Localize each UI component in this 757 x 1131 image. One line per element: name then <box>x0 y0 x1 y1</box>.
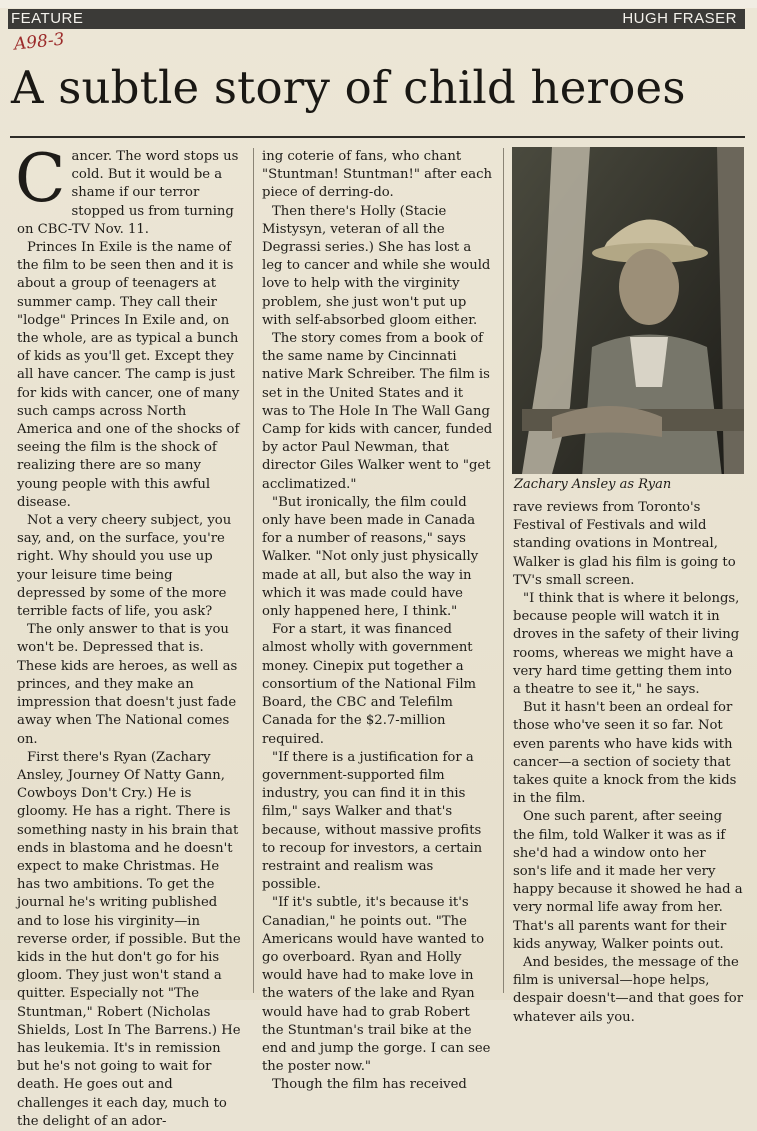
byline: HUGH FRASER <box>622 10 737 27</box>
paragraph: "I think that is where it belongs, because people will watch it in droves in the safety of their living rooms, whereas we might have a very hard time getting them into a theatre to see it," he says. <box>513 591 740 698</box>
paragraph: And besides, the message of the film is universal—hope helps, despair doesn't—and that goes for whatever ails you. <box>513 955 743 1025</box>
article-column-3 <box>513 499 743 1027</box>
paragraph: First there's Ryan (Zachary Ansley, Journey Of Natty Gann, Cowboys Don't Cry.) He is gloomy. He has a right. There is something nasty in his brain that ends in blastoma and he doesn't expect to make Christmas. He has two ambitions. To get the journal he's writing published and to lose his virginity—in reverse order, if possible. But the kids in the hut don't go for his gloom. They just won't stand a quitter. Especially not "The Stuntman," Robert (Nicholas Shields, Lost In The Barrens.) He has leukemia. It's in remission but he's not going to wait for death. He goes out and challenges it each day, much to the delight of an ador- <box>17 749 241 1129</box>
paragraph: Though the film has received <box>272 1077 467 1093</box>
article-column-1 <box>15 140 245 1131</box>
paragraph: Not a very cheery subject, you say, and, on the surface, you're right. Why should you use up your leisure time being depressed by some of the more terrible facts of life, you ask? <box>17 513 232 620</box>
paragraph: "If it's subtle, it's because it's Canadian," he points out. "The Americans would have wanted to go overboard. Ryan and Holly would have had to make love in the waters of the lake and Ryan would have had to grab Robert the Stuntman's trail bike at the end and jump the gorge. I can see the poster now." <box>262 895 491 1075</box>
headline: A subtle story of child heroes <box>11 61 686 114</box>
paragraph: One such parent, after seeing the film, told Walker it was as if she'd had a window onto her son's life and it made her very happy because it showed he had a very normal life away from her. That's all parents want for their kids anyway, Walker points out. <box>513 809 743 952</box>
column-divider <box>503 148 504 993</box>
section-header-bar <box>8 9 745 29</box>
paragraph: "If there is a justification for a government-supported film industry, you can find it in this film," says Walker and that's because, without massive profits to recoup for investors, a certain restraint and realism was possible. <box>262 749 483 893</box>
drop-cap: C <box>15 140 66 217</box>
paragraph: Princes In Exile is the name of the film to be seen then and it is about a group of teenagers at summer camp. They call their "lodge" Princes In Exile and, on the whole, are as typical a bunch of kids as you'll get. Except they all have cancer. The camp is just for kids with cancer, one of many such camps across North America and one of the shocks of seeing the film is the shock of realizing there are so many young people with this awful disease. <box>17 240 240 510</box>
paragraph-text: ancer. The word stops us cold. But it would be a shame if our terror stopped us from turning on CBC-TV Nov. 11. <box>17 149 239 237</box>
paragraph: Then there's Holly (Stacie Mistysyn, veteran of all the Degrassi series.) She has lost a leg to cancer and while she would love to help with the virginity problem, she just won't put up with self-absorbed gloom either. <box>262 203 491 328</box>
paragraph: rave reviews from Toronto's Festival of Festivals and wild standing ovations in Montreal, Walker is glad his film is going to TV's small screen. <box>513 500 736 588</box>
paragraph <box>15 140 245 239</box>
article-column-2 <box>262 148 493 1095</box>
section-label: FEATURE <box>11 10 84 27</box>
headline-rule <box>10 136 745 138</box>
paragraph: The only answer to that is you won't be. Depressed that is. These kids are heroes, as well as princes, and they make an impression that doesn't just fade away when The National comes on. <box>17 622 238 747</box>
column-divider <box>253 148 254 993</box>
handwritten-note: A98-3 <box>13 29 66 55</box>
paragraph: For a start, it was financed almost wholly with government money. Cinepix put together a consortium of the National Film Board, the CBC and Telefilm Canada for the $2.7-million required. <box>262 622 477 747</box>
paragraph: "But ironically, the film could only have been made in Canada for a number of reasons," says Walker. "Not only just physically made at all, but also the way in which it was made could have only happened here, I think." <box>262 494 479 620</box>
torn-top-strip <box>0 0 757 8</box>
paragraph: The story comes from a book of the same name by Cincinnati native Mark Schreiber. The film is set in the United States and it was to The Hole In The Wall Gang Camp for kids with cancer, funded by actor Paul Newman, that director Giles Walker went to "get acclimatized." <box>262 331 493 492</box>
photo-zachary-ansley <box>512 147 744 474</box>
photo-caption: Zachary Ansley as Ryan <box>514 477 672 492</box>
paragraph: But it hasn't been an ordeal for those who've seen it so far. Not even parents who have kids with cancer—a section of society that takes quite a knock from the kids in the film. <box>513 700 737 807</box>
paragraph: ing coterie of fans, who chant "Stuntman! Stuntman!" after each piece of derring-do. <box>262 149 492 201</box>
photo-illustration <box>512 147 744 474</box>
